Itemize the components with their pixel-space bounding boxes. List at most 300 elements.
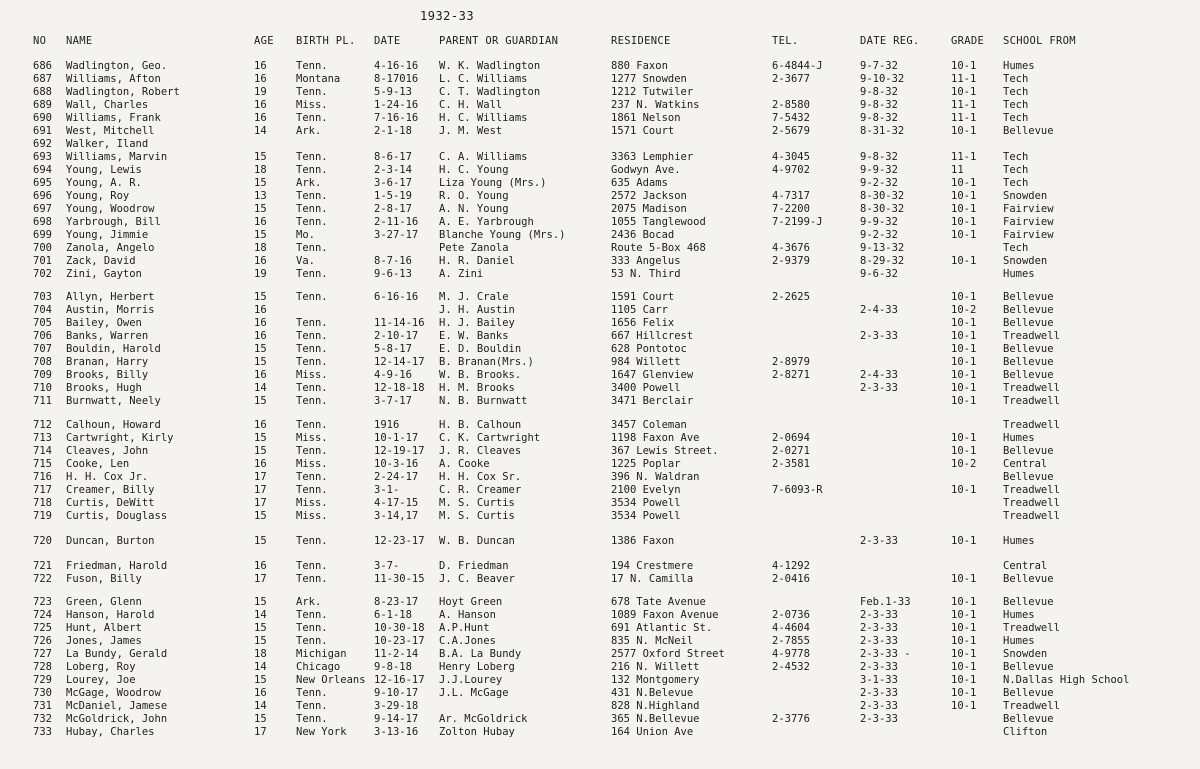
cell-school-from: Tech [1003, 86, 1029, 98]
cell-date: 4-17-15 [374, 497, 419, 509]
table-row [0, 60, 1200, 73]
cell-date: 11-2-14 [374, 648, 419, 660]
cell-grade: 11-1 [951, 99, 977, 111]
cell-no: 729 [33, 674, 52, 686]
cell-age: 17 [254, 573, 267, 585]
cell-no: 699 [33, 229, 52, 241]
table-row [0, 151, 1200, 164]
cell-residence: 3457 Coleman [611, 419, 687, 431]
cell-residence: 1647 Glenview [611, 369, 694, 381]
cell-grade: 10-1 [951, 291, 977, 303]
cell-grade: 10-1 [951, 356, 977, 368]
cell-name: Fuson, Billy [66, 573, 142, 585]
table-row [0, 713, 1200, 726]
cell-school-from: Treadwell [1003, 330, 1060, 342]
cell-name: Young, Lewis [66, 164, 142, 176]
cell-age: 16 [254, 255, 267, 267]
cell-parent: R. O. Young [439, 190, 509, 202]
cell-residence: 164 Union Ave [611, 726, 694, 738]
cell-birth-place: Tenn. [296, 560, 328, 572]
cell-no: 714 [33, 445, 52, 457]
cell-name: Wall, Charles [66, 99, 149, 111]
cell-grade: 10-1 [951, 622, 977, 634]
cell-date: 12-16-17 [374, 674, 425, 686]
cell-no: 689 [33, 99, 52, 111]
cell-date-reg: 2-3-33 [860, 609, 898, 621]
cell-parent: Ar. McGoldrick [439, 713, 528, 725]
cell-name: McGoldrick, John [66, 713, 168, 725]
cell-residence: 2577 Oxford Street [611, 648, 725, 660]
table-row [0, 268, 1200, 281]
cell-name: Hubay, Charles [66, 726, 155, 738]
cell-date-reg: Feb.1-33 [860, 596, 911, 608]
cell-age: 16 [254, 317, 267, 329]
cell-school-from: Tech [1003, 112, 1029, 124]
table-row [0, 112, 1200, 125]
cell-no: 696 [33, 190, 52, 202]
cell-age: 15 [254, 622, 267, 634]
cell-name: Young, Roy [66, 190, 130, 202]
cell-name: Williams, Frank [66, 112, 161, 124]
table-row [0, 330, 1200, 343]
cell-school-from: Bellevue [1003, 369, 1054, 381]
cell-age: 16 [254, 419, 267, 431]
cell-birth-place: Tenn. [296, 687, 328, 699]
cell-residence: 835 N. McNeil [611, 635, 694, 647]
cell-date: 1-5-19 [374, 190, 412, 202]
table-row [0, 73, 1200, 86]
cell-birth-place: Tenn. [296, 356, 328, 368]
cell-age: 14 [254, 700, 267, 712]
cell-date: 6-1-18 [374, 609, 412, 621]
cell-no: 704 [33, 304, 52, 316]
table-row [0, 229, 1200, 242]
cell-date-reg: 2-3-33 [860, 535, 898, 547]
cell-no: 726 [33, 635, 52, 647]
cell-residence: 691 Atlantic St. [611, 622, 713, 634]
table-row [0, 497, 1200, 510]
table-row [0, 432, 1200, 445]
cell-residence: 1861 Nelson [611, 112, 681, 124]
table-row [0, 560, 1200, 573]
cell-date: 3-6-17 [374, 177, 412, 189]
cell-birth-place: New York [296, 726, 347, 738]
cell-grade: 10-1 [951, 535, 977, 547]
cell-age: 15 [254, 635, 267, 647]
cell-residence: 635 Adams [611, 177, 668, 189]
cell-residence: 1212 Tutwiler [611, 86, 694, 98]
cell-date: 11-14-16 [374, 317, 425, 329]
cell-no: 711 [33, 395, 52, 407]
cell-parent: H. C. Williams [439, 112, 528, 124]
header-parent: PARENT OR GUARDIAN [439, 35, 559, 47]
cell-residence: 2075 Madison [611, 203, 687, 215]
header-tel: TEL. [772, 35, 799, 47]
cell-tel: 4-4604 [772, 622, 810, 634]
cell-parent: J.L. McGage [439, 687, 509, 699]
cell-grade: 10-2 [951, 304, 977, 316]
cell-parent: Henry Loberg [439, 661, 515, 673]
cell-school-from: Humes [1003, 60, 1035, 72]
cell-school-from: Central [1003, 458, 1048, 470]
cell-name: Loberg, Roy [66, 661, 136, 673]
cell-grade: 10-1 [951, 330, 977, 342]
header-date: DATE [374, 35, 401, 47]
cell-residence: 2100 Evelyn [611, 484, 681, 496]
cell-birth-place: Tenn. [296, 609, 328, 621]
cell-school-from: Tech [1003, 73, 1029, 85]
cell-no: 701 [33, 255, 52, 267]
cell-no: 709 [33, 369, 52, 381]
cell-school-from: Fairview [1003, 229, 1054, 241]
table-row [0, 471, 1200, 484]
cell-age: 15 [254, 510, 267, 522]
cell-parent: C. T. Wadlington [439, 86, 541, 98]
cell-parent: J. C. Beaver [439, 573, 515, 585]
cell-parent: Hoyt Green [439, 596, 503, 608]
header-school-from: SCHOOL FROM [1003, 35, 1076, 47]
cell-residence: 1055 Tanglewood [611, 216, 706, 228]
cell-parent: A. Cooke [439, 458, 490, 470]
cell-school-from: Humes [1003, 535, 1035, 547]
cell-no: 691 [33, 125, 52, 137]
table-row [0, 343, 1200, 356]
cell-parent: M. J. Crale [439, 291, 509, 303]
cell-grade: 10-1 [951, 255, 977, 267]
cell-birth-place: Tenn. [296, 419, 328, 431]
cell-date: 2-11-16 [374, 216, 419, 228]
cell-age: 16 [254, 330, 267, 342]
cell-date: 2-10-17 [374, 330, 419, 342]
cell-date-reg: 8-30-32 [860, 190, 905, 202]
cell-no: 690 [33, 112, 52, 124]
cell-age: 16 [254, 99, 267, 111]
cell-school-from: Bellevue [1003, 304, 1054, 316]
cell-school-from: Treadwell [1003, 395, 1060, 407]
cell-school-from: Bellevue [1003, 291, 1054, 303]
cell-no: 720 [33, 535, 52, 547]
cell-no: 715 [33, 458, 52, 470]
cell-residence: 828 N.Highland [611, 700, 700, 712]
cell-school-from: Tech [1003, 99, 1029, 111]
table-row [0, 125, 1200, 138]
cell-name: Lourey, Joe [66, 674, 136, 686]
cell-age: 18 [254, 648, 267, 660]
cell-parent: Blanche Young (Mrs.) [439, 229, 566, 241]
table-row [0, 164, 1200, 177]
cell-parent: H. C. Young [439, 164, 509, 176]
table-row [0, 687, 1200, 700]
cell-parent: A. E. Yarbrough [439, 216, 534, 228]
table-row [0, 635, 1200, 648]
cell-no: 722 [33, 573, 52, 585]
cell-date: 2-24-17 [374, 471, 419, 483]
cell-school-from: Treadwell [1003, 497, 1060, 509]
cell-parent: D. Friedman [439, 560, 509, 572]
cell-date-reg: 9-9-32 [860, 164, 898, 176]
cell-birth-place: Tenn. [296, 151, 328, 163]
table-row [0, 596, 1200, 609]
cell-name: Young, Jimmie [66, 229, 149, 241]
cell-name: Hunt, Albert [66, 622, 142, 634]
cell-birth-place: Tenn. [296, 190, 328, 202]
cell-name: Young, A. R. [66, 177, 142, 189]
cell-residence: 667 Hillcrest [611, 330, 694, 342]
cell-age: 15 [254, 596, 267, 608]
cell-birth-place: Miss. [296, 510, 328, 522]
cell-date-reg: 9-13-32 [860, 242, 905, 254]
cell-tel: 2-0416 [772, 573, 810, 585]
cell-age: 16 [254, 687, 267, 699]
cell-no: 725 [33, 622, 52, 634]
cell-parent: W. K. Wadlington [439, 60, 541, 72]
cell-name: Brooks, Billy [66, 369, 149, 381]
cell-name: Bouldin, Harold [66, 343, 161, 355]
cell-school-from: N.Dallas High School [1003, 674, 1130, 686]
cell-tel: 2-2625 [772, 291, 810, 303]
cell-date-reg: 9-6-32 [860, 268, 898, 280]
cell-school-from: Humes [1003, 635, 1035, 647]
cell-parent: Liza Young (Mrs.) [439, 177, 547, 189]
cell-birth-place: Tenn. [296, 343, 328, 355]
cell-school-from: Treadwell [1003, 382, 1060, 394]
cell-name: West, Mitchell [66, 125, 155, 137]
cell-school-from: Bellevue [1003, 125, 1054, 137]
cell-parent: M. S. Curtis [439, 497, 515, 509]
cell-school-from: Humes [1003, 609, 1035, 621]
cell-birth-place: Miss. [296, 99, 328, 111]
cell-parent: B.A. La Bundy [439, 648, 522, 660]
cell-residence: 53 N. Third [611, 268, 681, 280]
cell-birth-place: Tenn. [296, 382, 328, 394]
cell-date-reg: 2-3-33 [860, 635, 898, 647]
cell-grade: 10-1 [951, 60, 977, 72]
cell-date: 3-7- [374, 560, 400, 572]
cell-birth-place: Tenn. [296, 622, 328, 634]
cell-residence: 2436 Bocad [611, 229, 675, 241]
cell-name: Bailey, Owen [66, 317, 142, 329]
table-row [0, 255, 1200, 268]
table-row [0, 317, 1200, 330]
cell-grade: 10-1 [951, 432, 977, 444]
cell-parent: E. D. Bouldin [439, 343, 522, 355]
cell-date: 2-8-17 [374, 203, 412, 215]
cell-age: 19 [254, 86, 267, 98]
table-row [0, 216, 1200, 229]
cell-residence: 237 N. Watkins [611, 99, 700, 111]
cell-residence: 17 N. Camilla [611, 573, 694, 585]
cell-no: 698 [33, 216, 52, 228]
cell-name: Cooke, Len [66, 458, 130, 470]
cell-residence: 3363 Lemphier [611, 151, 694, 163]
cell-name: Austin, Morris [66, 304, 155, 316]
cell-residence: 333 Angelus [611, 255, 681, 267]
cell-name: Cleaves, John [66, 445, 149, 457]
cell-tel: 2-3581 [772, 458, 810, 470]
cell-school-from: Tech [1003, 164, 1029, 176]
cell-date-reg: 9-10-32 [860, 73, 905, 85]
cell-date-reg: 9-8-32 [860, 99, 898, 111]
cell-school-from: Humes [1003, 268, 1035, 280]
cell-age: 19 [254, 268, 267, 280]
cell-age: 18 [254, 242, 267, 254]
cell-birth-place: Ark. [296, 596, 322, 608]
cell-date: 2-3-14 [374, 164, 412, 176]
cell-grade: 10-1 [951, 229, 977, 241]
cell-age: 15 [254, 445, 267, 457]
table-row [0, 86, 1200, 99]
cell-school-from: Bellevue [1003, 343, 1054, 355]
cell-age: 16 [254, 304, 267, 316]
cell-no: 708 [33, 356, 52, 368]
cell-date: 9-6-13 [374, 268, 412, 280]
cell-parent: C. R. Creamer [439, 484, 522, 496]
cell-date-reg: 9-8-32 [860, 112, 898, 124]
table-row [0, 203, 1200, 216]
cell-age: 16 [254, 369, 267, 381]
cell-date: 9-14-17 [374, 713, 419, 725]
cell-grade: 10-1 [951, 635, 977, 647]
cell-no: 730 [33, 687, 52, 699]
cell-school-from: Tech [1003, 242, 1029, 254]
cell-grade: 10-1 [951, 674, 977, 686]
cell-date: 12-18-18 [374, 382, 425, 394]
cell-name: Curtis, Douglass [66, 510, 168, 522]
header-grade: GRADE [951, 35, 985, 47]
cell-grade: 10-1 [951, 687, 977, 699]
cell-date: 10-3-16 [374, 458, 419, 470]
cell-residence: 194 Crestmere [611, 560, 694, 572]
cell-birth-place: Miss. [296, 497, 328, 509]
cell-grade: 10-2 [951, 458, 977, 470]
cell-birth-place: Tenn. [296, 216, 328, 228]
cell-grade: 10-1 [951, 648, 977, 660]
cell-no: 703 [33, 291, 52, 303]
cell-no: 728 [33, 661, 52, 673]
cell-parent: A. N. Young [439, 203, 509, 215]
cell-residence: 132 Montgomery [611, 674, 700, 686]
cell-birth-place: Mo. [296, 229, 315, 241]
cell-parent: E. W. Banks [439, 330, 509, 342]
cell-date: 3-7-17 [374, 395, 412, 407]
cell-date: 3-14,17 [374, 510, 419, 522]
table-row [0, 291, 1200, 304]
cell-age: 14 [254, 382, 267, 394]
cell-no: 716 [33, 471, 52, 483]
cell-date-reg: 2-3-33 [860, 700, 898, 712]
cell-school-from: Fairview [1003, 216, 1054, 228]
cell-residence: 431 N.Belevue [611, 687, 694, 699]
cell-parent: C.A.Jones [439, 635, 496, 647]
table-row [0, 458, 1200, 471]
cell-date-reg: 2-4-33 [860, 369, 898, 381]
table-row [0, 177, 1200, 190]
cell-residence: 880 Faxon [611, 60, 668, 72]
header-age: AGE [254, 35, 274, 47]
cell-residence: 3400 Powell [611, 382, 681, 394]
cell-parent: A.P.Hunt [439, 622, 490, 634]
cell-school-from: Central [1003, 560, 1048, 572]
cell-residence: 367 Lewis Street. [611, 445, 719, 457]
cell-school-from: Bellevue [1003, 596, 1054, 608]
cell-name: Duncan, Burton [66, 535, 155, 547]
cell-grade: 11 [951, 164, 964, 176]
cell-parent: J. H. Austin [439, 304, 515, 316]
header-date-reg: DATE REG. [860, 35, 920, 47]
cell-parent: H. R. Daniel [439, 255, 515, 267]
cell-school-from: Treadwell [1003, 419, 1060, 431]
cell-date: 7-16-16 [374, 112, 419, 124]
cell-parent: J.J.Lourey [439, 674, 503, 686]
cell-name: Yarbrough, Bill [66, 216, 161, 228]
cell-date: 10-30-18 [374, 622, 425, 634]
cell-date: 9-10-17 [374, 687, 419, 699]
cell-age: 17 [254, 497, 267, 509]
table-row [0, 419, 1200, 432]
cell-birth-place: Ark. [296, 125, 322, 137]
cell-school-from: Bellevue [1003, 317, 1054, 329]
cell-date-reg: 2-3-33 [860, 687, 898, 699]
cell-name: Curtis, DeWitt [66, 497, 155, 509]
cell-no: 707 [33, 343, 52, 355]
cell-birth-place: Tenn. [296, 86, 328, 98]
cell-grade: 11-1 [951, 112, 977, 124]
cell-residence: 3534 Powell [611, 510, 681, 522]
cell-age: 13 [254, 190, 267, 202]
cell-age: 15 [254, 674, 267, 686]
cell-date: 12-23-17 [374, 535, 425, 547]
cell-birth-place: New Orleans [296, 674, 366, 686]
cell-date: 5-9-13 [374, 86, 412, 98]
cell-date-reg: 9-9-32 [860, 216, 898, 228]
table-row [0, 395, 1200, 408]
cell-date: 9-8-18 [374, 661, 412, 673]
cell-residence: 396 N. Waldran [611, 471, 700, 483]
cell-tel: 2-3776 [772, 713, 810, 725]
table-row [0, 510, 1200, 523]
cell-parent: W. B. Brooks. [439, 369, 522, 381]
table-row [0, 382, 1200, 395]
cell-school-from: Snowden [1003, 190, 1048, 202]
cell-date: 3-29-18 [374, 700, 419, 712]
cell-school-from: Bellevue [1003, 445, 1054, 457]
cell-date-reg: 9-7-32 [860, 60, 898, 72]
table-row [0, 700, 1200, 713]
cell-birth-place: Ark. [296, 177, 322, 189]
cell-birth-place: Tenn. [296, 713, 328, 725]
cell-name: Zanola, Angelo [66, 242, 155, 254]
cell-age: 17 [254, 471, 267, 483]
cell-school-from: Fairview [1003, 203, 1054, 215]
cell-date-reg: 8-29-32 [860, 255, 905, 267]
cell-birth-place: Tenn. [296, 268, 328, 280]
cell-residence: 1105 Carr [611, 304, 668, 316]
cell-birth-place: Tenn. [296, 164, 328, 176]
cell-residence: 628 Pontotoc [611, 343, 687, 355]
cell-no: 710 [33, 382, 52, 394]
cell-school-from: Humes [1003, 432, 1035, 444]
cell-birth-place: Michigan [296, 648, 347, 660]
table-row [0, 242, 1200, 255]
cell-parent: A. Zini [439, 268, 484, 280]
cell-grade: 10-1 [951, 343, 977, 355]
cell-grade: 10-1 [951, 596, 977, 608]
cell-no: 706 [33, 330, 52, 342]
cell-date-reg: 2-3-33 [860, 382, 898, 394]
cell-name: Cartwright, Kirly [66, 432, 174, 444]
cell-grade: 10-1 [951, 203, 977, 215]
cell-date: 12-14-17 [374, 356, 425, 368]
